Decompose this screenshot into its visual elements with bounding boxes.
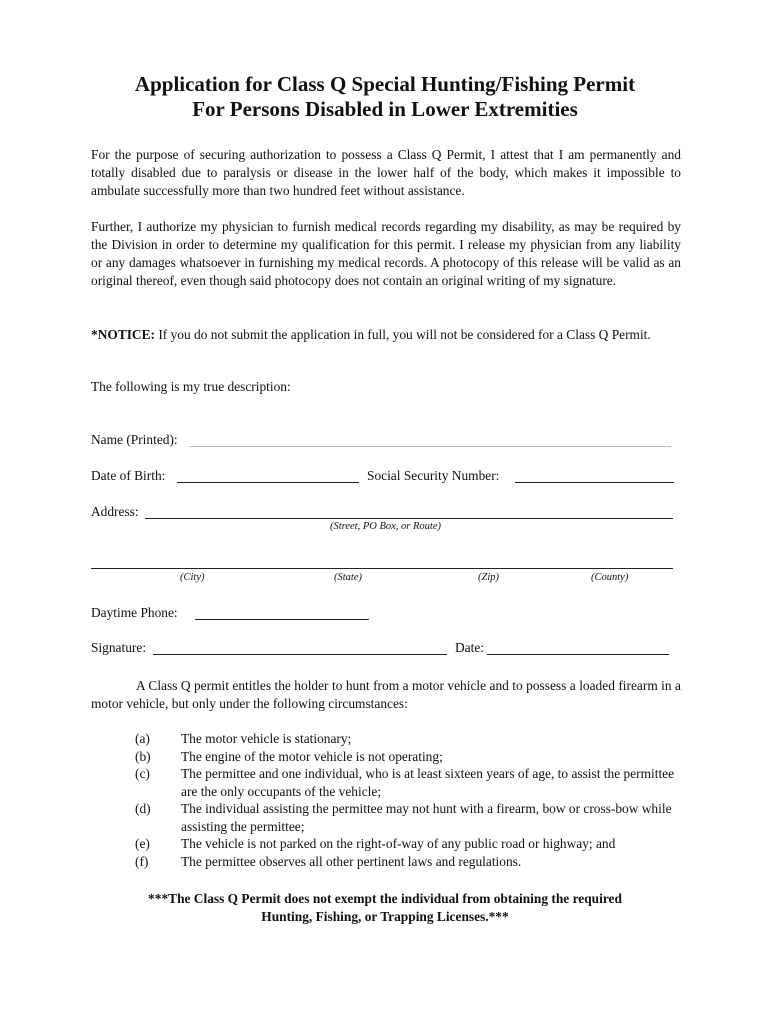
list-text: The individual assisting the permittee may not hunt with a firearm, bow or cross-bow while assisting the permittee; bbox=[181, 801, 672, 834]
list-item bbox=[135, 835, 680, 853]
address-street-field[interactable] bbox=[145, 518, 673, 519]
intro-paragraph: For the purpose of securing authorization to possess a Class Q Permit, I attest that I am permanently and totally disabled due to paralysis or disease in the lower half of the body, which makes it impossible to ambulate successfully more than two hundred feet without assistance. bbox=[91, 147, 681, 198]
county-hint: (County) bbox=[591, 572, 629, 583]
list-marker: (a) bbox=[135, 731, 150, 746]
ssn-field[interactable] bbox=[515, 482, 674, 483]
notice-lead: *NOTICE: bbox=[91, 327, 155, 342]
city-hint: (City) bbox=[180, 572, 205, 583]
list-marker: (c) bbox=[135, 766, 150, 781]
conditions-intro: A Class Q permit entitles the holder to hunt from a motor vehicle and to possess a loaded firearm in a motor vehicle, but only under the following circumstances: bbox=[91, 678, 681, 711]
conditions-list bbox=[135, 730, 680, 870]
list-text: The motor vehicle is stationary; bbox=[181, 731, 352, 746]
page-title bbox=[0, 72, 770, 122]
name-label: Name (Printed): bbox=[91, 432, 178, 447]
signature-label: Signature: bbox=[91, 640, 147, 655]
zip-hint: (Zip) bbox=[478, 572, 499, 583]
notice-paragraph bbox=[91, 326, 681, 344]
list-marker: (b) bbox=[135, 748, 151, 764]
state-hint: (State) bbox=[334, 572, 362, 583]
list-item bbox=[135, 800, 680, 835]
list-text: The permittee observes all other pertinent laws and regulations. bbox=[181, 853, 522, 869]
notice-text: If you do not submit the application in full, you will not be considered for a Class Q Permit. bbox=[155, 327, 651, 342]
footer-line-2: Hunting, Fishing, or Trapping Licenses.*** bbox=[261, 909, 509, 924]
release-paragraph: Further, I authorize my physician to furnish medical records regarding my disability, as may be required by the Division in order to determine my qualification for this permit. I release my physician from any liability or any damages whatsoever in furnishing my medical records. A photocopy of this release will be valid as an original thereof, even though said photocopy does not contain an original writing of my signature. bbox=[91, 219, 681, 288]
address-row bbox=[91, 504, 676, 522]
list-text: The engine of the motor vehicle is not operating; bbox=[181, 748, 443, 764]
address-street-hint: (Street, PO Box, or Route) bbox=[330, 521, 441, 532]
list-item bbox=[135, 853, 680, 871]
date-label: Date: bbox=[455, 640, 484, 655]
list-item bbox=[135, 748, 680, 766]
dob-label: Date of Birth: bbox=[91, 468, 166, 483]
list-item bbox=[135, 730, 680, 748]
date-field[interactable] bbox=[487, 654, 669, 655]
name-row bbox=[91, 432, 676, 450]
title-line-2: For Persons Disabled in Lower Extremities bbox=[192, 97, 578, 121]
list-text: The permittee and one individual, who is at least sixteen years of age, to assist the permittee are the only occupants of the vehicle; bbox=[181, 766, 675, 799]
ssn-label: Social Security Number: bbox=[367, 468, 500, 483]
address-city-line-field[interactable] bbox=[91, 568, 673, 569]
description-intro: The following is my true description: bbox=[91, 379, 291, 394]
footer-line-1: ***The Class Q Permit does not exempt the individual from obtaining the required bbox=[148, 891, 622, 906]
list-marker: (e) bbox=[135, 836, 150, 851]
dob-field[interactable] bbox=[177, 482, 359, 483]
list-text: The vehicle is not parked on the right-of-way of any public road or highway; and bbox=[181, 836, 616, 851]
phone-row bbox=[91, 605, 391, 623]
footer-notice bbox=[0, 890, 770, 926]
list-item bbox=[135, 765, 680, 800]
list-marker: (d) bbox=[135, 801, 151, 816]
name-field[interactable] bbox=[189, 446, 671, 447]
dob-ssn-row bbox=[91, 468, 676, 486]
address-label: Address: bbox=[91, 504, 139, 519]
title-line-1: Application for Class Q Special Hunting/Fishing Permit bbox=[134, 72, 636, 96]
signature-field[interactable] bbox=[153, 654, 447, 655]
list-marker: (f) bbox=[135, 853, 149, 869]
phone-field[interactable] bbox=[195, 619, 369, 620]
signature-date-row bbox=[91, 640, 676, 658]
phone-label: Daytime Phone: bbox=[91, 605, 178, 620]
